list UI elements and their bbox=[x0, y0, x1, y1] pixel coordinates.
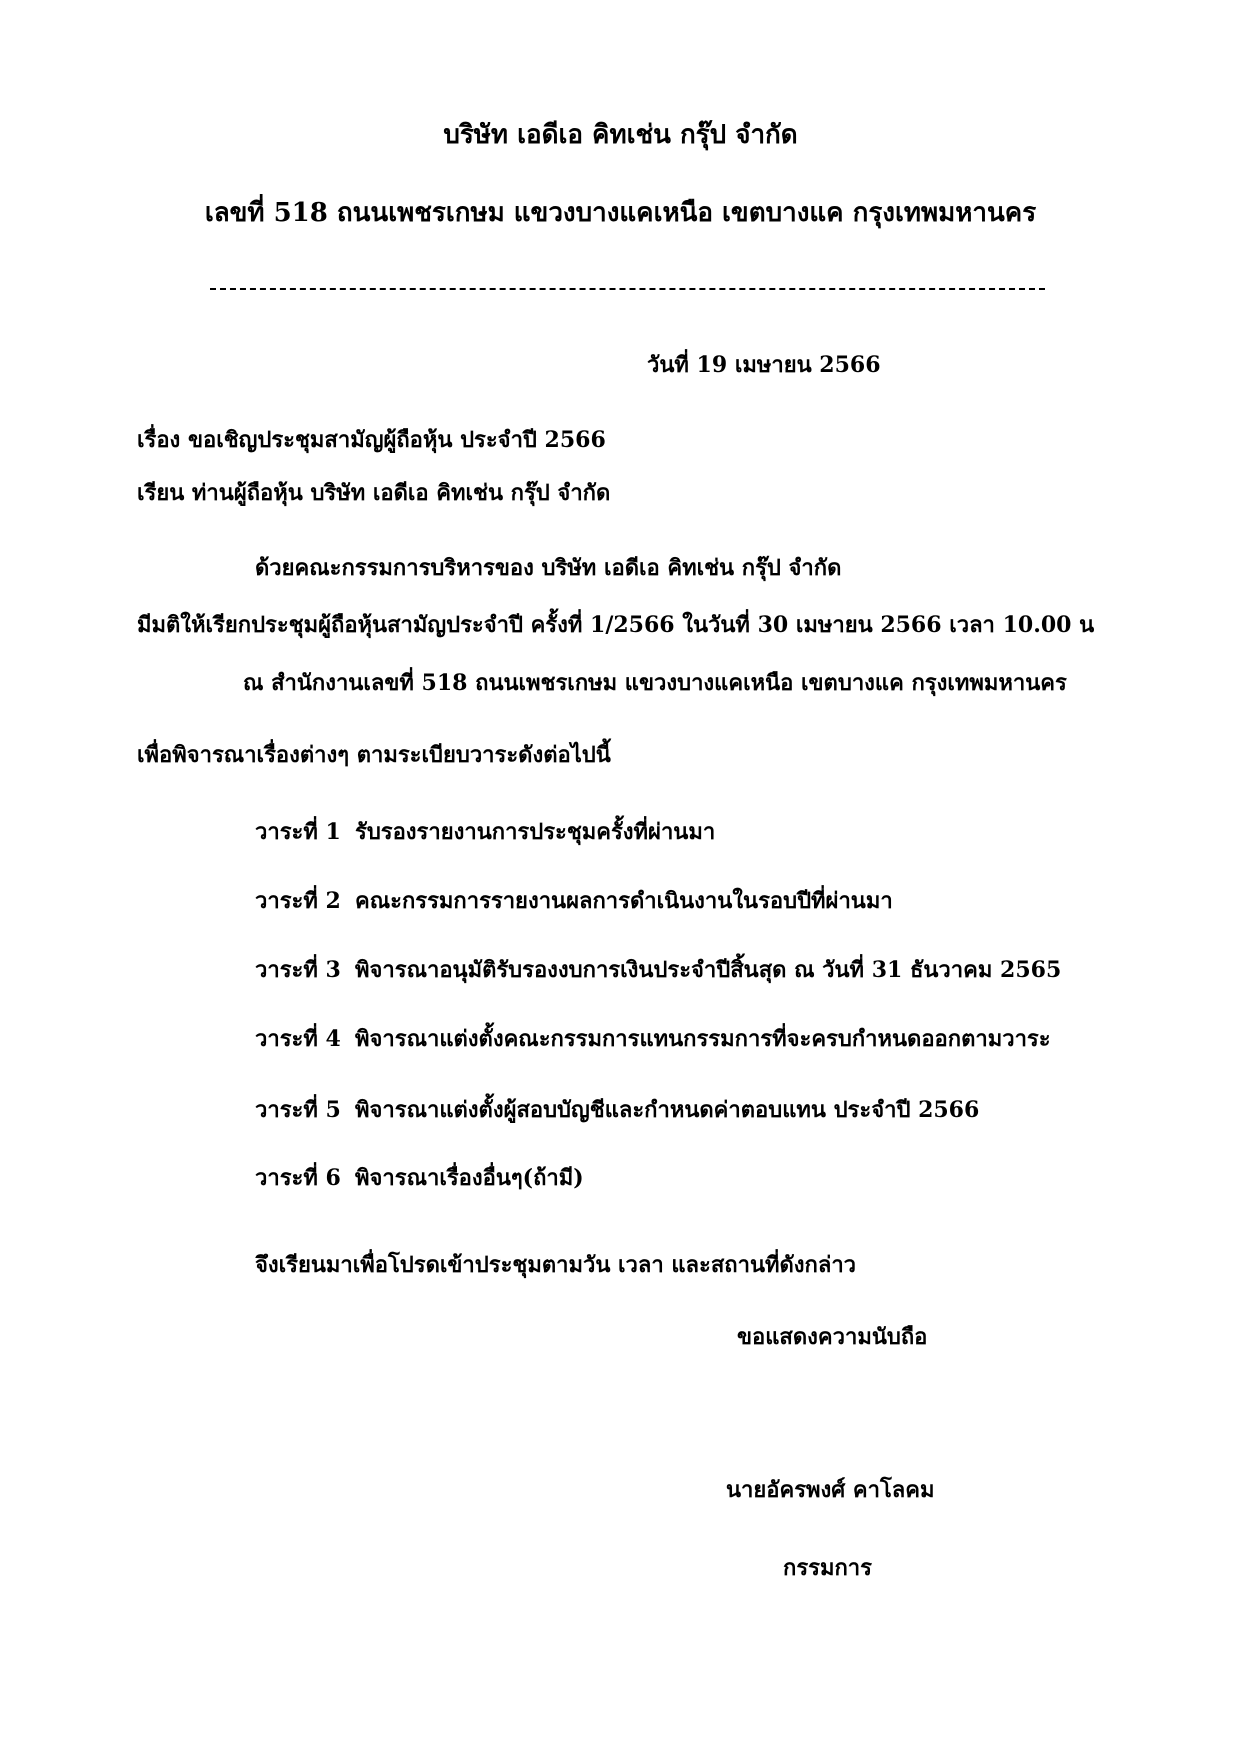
body-paragraph-line-4: เพื่อพิจารณาเรื่องต่างๆ ตามระเบียบวาระดังต่อไปนี้ bbox=[137, 742, 611, 768]
closing-line: จึงเรียนมาเพื่อโปรดเข้าประชุมตามวัน เวลา และสถานที่ดังกล่าว bbox=[255, 1252, 857, 1278]
recipient-line: เรียน ท่านผู้ถือหุ้น บริษัท เอดีเอ คิทเช่น กรุ๊ป จำกัด bbox=[137, 480, 611, 506]
body-paragraph-line-2: มีมติให้เรียกประชุมผู้ถือหุ้นสามัญประจำปี ครั้งที่ 1/2566 ในวันที่ 30 เมษายน 2566 เวลา 10.00 น bbox=[137, 612, 1095, 638]
regards-line: ขอแสดงความนับถือ bbox=[737, 1324, 928, 1350]
letter-date: วันที่ 19 เมษายน 2566 bbox=[647, 352, 881, 378]
agenda-text: พิจารณาเรื่องอื่นๆ(ถ้ามี) bbox=[355, 1165, 584, 1191]
agenda-number: วาระที่ 4 bbox=[255, 1026, 341, 1052]
company-name: บริษัท เอดีเอ คิทเช่น กรุ๊ป จำกัด bbox=[443, 120, 798, 150]
body-paragraph-line-3: ณ สำนักงานเลขที่ 518 ถนนเพชรเกษม แขวงบางแคเหนือ เขตบางแค กรุงเทพมหานคร bbox=[243, 670, 1067, 696]
agenda-text: รับรองรายงานการประชุมครั้งที่ผ่านมา bbox=[355, 819, 716, 845]
agenda-number: วาระที่ 1 bbox=[255, 819, 341, 845]
agenda-number: วาระที่ 3 bbox=[255, 957, 341, 983]
agenda-number: วาระที่ 2 bbox=[255, 888, 341, 914]
body-paragraph-line-1: ด้วยคณะกรรมการบริหารของ บริษัท เอดีเอ คิทเช่น กรุ๊ป จำกัด bbox=[255, 555, 842, 581]
agenda-number: วาระที่ 6 bbox=[255, 1165, 341, 1191]
agenda-text: พิจารณาอนุมัติรับรองงบการเงินประจำปีสิ้นสุด ณ วันที่ 31 ธันวาคม 2565 bbox=[355, 957, 1062, 983]
signer-name: นายอัครพงศ์ คาโลคม bbox=[726, 1477, 935, 1503]
agenda-number: วาระที่ 5 bbox=[255, 1097, 341, 1123]
agenda-text: พิจารณาแต่งตั้งผู้สอบบัญชีและกำหนดค่าตอบแทน ประจำปี 2566 bbox=[355, 1097, 980, 1123]
agenda-text: คณะกรรมการรายงานผลการดำเนินงานในรอบปีที่ผ่านมา bbox=[355, 888, 893, 914]
separator-line bbox=[210, 288, 1045, 290]
company-address: เลขที่ 518 ถนนเพชรเกษม แขวงบางแคเหนือ เขตบางแค กรุงเทพมหานคร bbox=[204, 198, 1037, 228]
subject-line: เรื่อง ขอเชิญประชุมสามัญผู้ถือหุ้น ประจำปี 2566 bbox=[137, 427, 606, 453]
signer-title: กรรมการ bbox=[783, 1555, 872, 1581]
agenda-text: พิจารณาแต่งตั้งคณะกรรมการแทนกรรมการที่จะครบกำหนดออกตามวาระ bbox=[355, 1026, 1051, 1052]
